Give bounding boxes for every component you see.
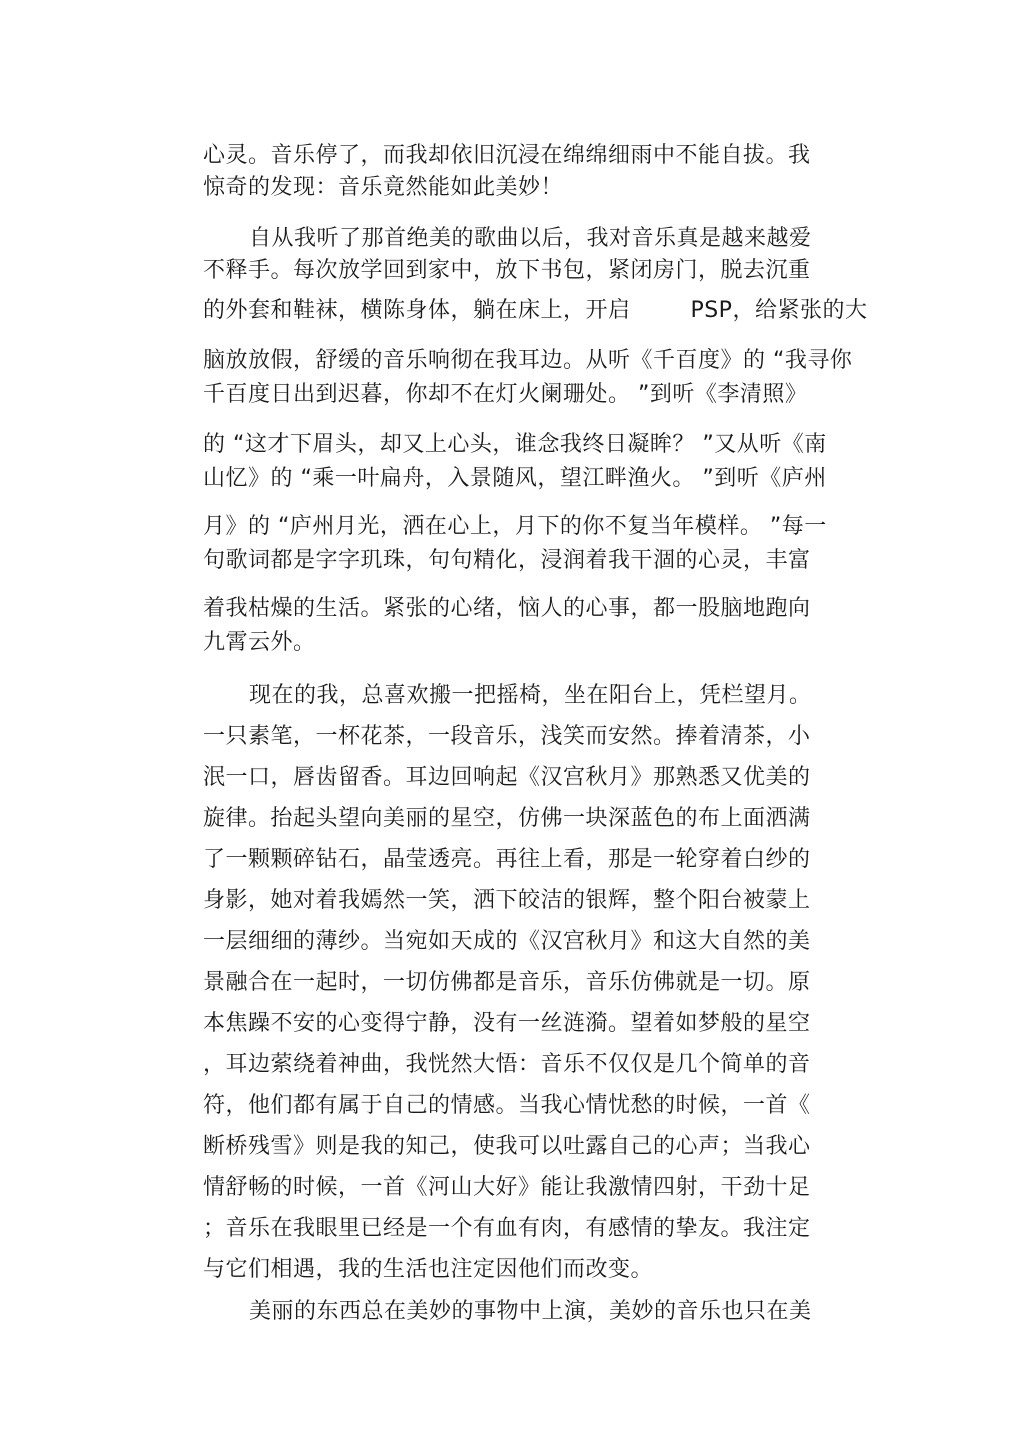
text-line: 了一颗颗碎钻石，晶莹透亮。再往上看，那是一轮穿着白纱的 <box>203 847 811 872</box>
paragraph-first-line: 现在的我，总喜欢搬一把摇椅，坐在阳台上，凭栏望月。 <box>249 683 812 708</box>
text-line: 符，他们都有属于自己的情感。当我心情忧愁的时候，一首《 <box>203 1093 811 1118</box>
text-line: 景融合在一起时，一切仿佛都是音乐，音乐仿佛就是一切。原 <box>203 970 811 995</box>
text-line: 九霄云外。 <box>203 630 316 655</box>
text-line: 断桥残雪》则是我的知己，使我可以吐露自己的心声；当我心 <box>203 1134 811 1159</box>
text-line: 一层细细的薄纱。当宛如天成的《汉宫秋月》和这大自然的美 <box>203 929 811 954</box>
text-line: 着我枯燥的生活。紧张的心绪，恼人的心事，都一股脑地跑向 <box>203 596 811 621</box>
text-line: 一只素笔，一杯花茶，一段音乐，浅笑而安然。捧着清茶，小 <box>203 724 811 749</box>
text-line: 不释手。每次放学回到家中，放下书包，紧闭房门，脱去沉重 <box>203 258 811 283</box>
text-line: 身影，她对着我嫣然一笑，洒下皎洁的银辉，整个阳台被蒙上 <box>203 888 811 913</box>
text-line: 月》的 “庐州月光，洒在心上，月下的你不复当年模样。 ”每一 <box>203 514 827 539</box>
text-line: 句歌词都是字字玑珠，句句精化，浸润着我干涸的心灵，丰富 <box>203 548 811 573</box>
text-line: ，耳边萦绕着神曲，我恍然大悟：音乐不仅仅是几个简单的音 <box>203 1052 811 1077</box>
text-line: ；音乐在我眼里已经是一个有血有肉，有感情的挚友。我注定 <box>203 1216 811 1241</box>
text-line: 心灵。音乐停了，而我却依旧沉浸在绵绵细雨中不能自拔。我 <box>203 143 811 168</box>
text-line: 的外套和鞋袜，横陈身体，躺在床上，开启 PSP，给紧张的大 <box>203 298 868 323</box>
text-line: 山忆》的 “乘一叶扁舟，入景随风，望江畔渔火。 ”到听《庐州 <box>203 466 827 491</box>
paragraph-first-line: 美丽的东西总在美妙的事物中上演，美妙的音乐也只在美 <box>249 1299 812 1324</box>
text-line: 情舒畅的时候，一首《河山大好》能让我激情四射，干劲十足 <box>203 1175 811 1200</box>
text-line: 脑放放假，舒缓的音乐响彻在我耳边。从听《千百度》的 “我寻你 <box>203 348 853 373</box>
text-line: 泯一口，唇齿留香。耳边回响起《汉宫秋月》那熟悉又优美的 <box>203 765 811 790</box>
paragraph-first-line: 自从我听了那首绝美的歌曲以后，我对音乐真是越来越爱 <box>249 226 812 251</box>
text-line: 旋律。抬起头望向美丽的星空，仿佛一块深蓝色的布上面洒满 <box>203 806 811 831</box>
text-line: 与它们相遇，我的生活也注定因他们而改变。 <box>203 1257 654 1282</box>
text-line: 本焦躁不安的心变得宁静，没有一丝涟漪。望着如梦般的星空 <box>203 1011 811 1036</box>
text-line: 惊奇的发现：音乐竟然能如此美妙！ <box>203 175 564 200</box>
text-line: 的 “这才下眉头，却又上心头，谁念我终日凝眸？ ”又从听《南 <box>203 432 827 457</box>
text-line: 千百度日出到迟暮，你却不在灯火阑珊处。 ”到听《李清照》 <box>203 382 808 407</box>
